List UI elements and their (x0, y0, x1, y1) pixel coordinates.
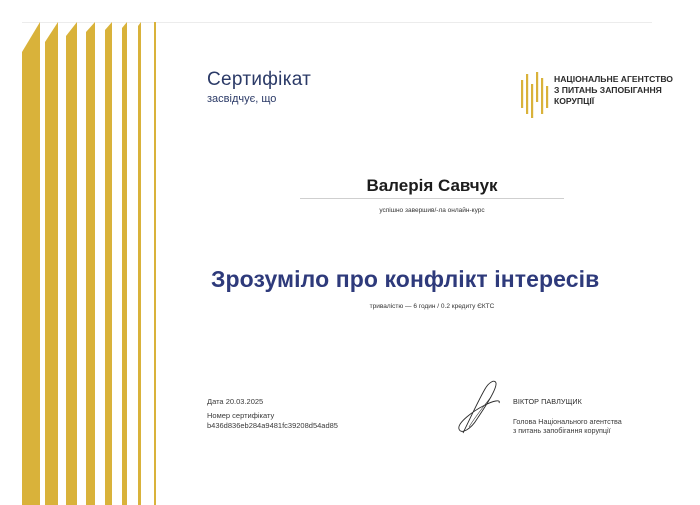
nazk-logo (520, 72, 673, 120)
decorative-stripes (22, 22, 172, 505)
signature-image (455, 377, 505, 437)
logo-bars-icon (520, 72, 550, 118)
course-duration: тривалістю — 6 годин / 0.2 кредиту ЄКТС (369, 303, 495, 310)
certificate-number: b436d836eb284a9481fc39208d54ad85 (207, 421, 338, 430)
certificate-heading (207, 70, 311, 105)
stripe (22, 22, 40, 505)
signer-name: ВІКТОР ПАВЛУЩИК (513, 397, 582, 406)
stripe (122, 22, 127, 505)
stripe (66, 22, 77, 505)
stripe (138, 22, 141, 505)
name-divider (300, 198, 564, 199)
logo-line: КОРУПЦІЇ (554, 96, 595, 106)
stripe (86, 22, 95, 505)
completed-text: успішно завершив/-ла онлайн-курс (379, 207, 485, 214)
logo-line: З ПИТАНЬ ЗАПОБІГАННЯ (554, 85, 662, 95)
certificate-number-label: Номер сертифікату (207, 411, 275, 420)
signer-position: Голова Національного агентства (513, 417, 622, 426)
stripe (45, 22, 58, 505)
course-title: Зрозуміло про конфлікт інтересів (211, 266, 600, 292)
stripe (154, 22, 156, 505)
signer-block (513, 397, 622, 435)
logo-text (554, 74, 673, 107)
issue-date: Дата 20.03.2025 (207, 397, 264, 406)
certificate-subtitle: засвідчує, що (207, 93, 277, 105)
signer-position: з питань запобігання корупції (513, 426, 611, 435)
logo-line: НАЦІОНАЛЬНЕ АГЕНТСТВО (554, 74, 673, 84)
certificate-title: Сертифікат (207, 69, 312, 90)
stripe (105, 22, 112, 505)
recipient-name: Валерія Савчук (366, 176, 498, 195)
certificate-meta (207, 397, 338, 431)
